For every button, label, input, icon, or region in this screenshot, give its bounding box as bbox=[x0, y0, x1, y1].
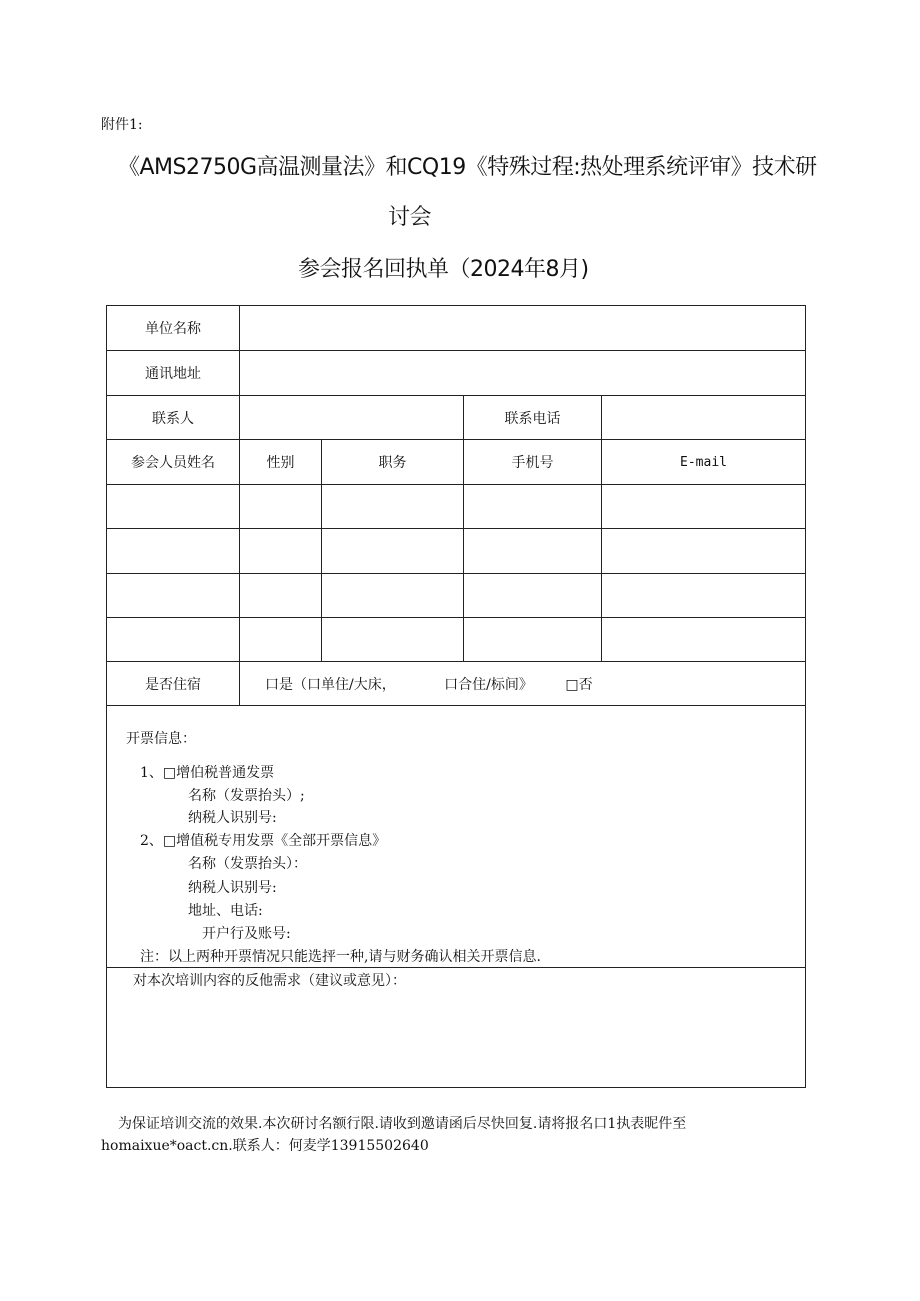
attendee-email-cell[interactable] bbox=[602, 485, 806, 529]
registration-form-table bbox=[106, 305, 806, 1088]
attendee-header-row bbox=[107, 440, 806, 485]
attendee-gender-cell[interactable] bbox=[240, 485, 322, 529]
attendee-name-cell[interactable] bbox=[107, 574, 240, 618]
attendee-mobile-cell[interactable] bbox=[464, 485, 602, 529]
contact-phone-field[interactable] bbox=[602, 396, 806, 440]
attendee-position-header: 职务 bbox=[322, 440, 464, 485]
attendee-position-cell[interactable] bbox=[322, 618, 464, 662]
document-subtitle: 参会报名回执单（2024年8月) bbox=[298, 257, 589, 282]
lodging-no-option[interactable]: □否 bbox=[565, 676, 593, 693]
lodging-options bbox=[240, 662, 806, 706]
attendee-email-cell[interactable] bbox=[602, 574, 806, 618]
invoice-special-bank-account: 开户行及账号: bbox=[202, 926, 291, 942]
footer-note-line-2: homaixue*oact.cn.联系人：何麦学13915502640 bbox=[101, 1138, 429, 1154]
invoice-option-special[interactable]: 2、□增值税专用发票《全部开票信息》 bbox=[140, 833, 387, 849]
attendee-gender-header: 性别 bbox=[240, 440, 322, 485]
document-title-line-1: 《AMS2750G高温测量法》和CQ19《特殊过程:热处理系统评审》技术研 bbox=[118, 155, 817, 180]
attendee-name-cell[interactable] bbox=[107, 529, 240, 574]
attendee-gender-cell[interactable] bbox=[240, 529, 322, 574]
invoice-general-name: 名称（发票抬头）; bbox=[188, 788, 305, 804]
attendee-email-header: E-mail bbox=[602, 440, 806, 485]
invoice-row bbox=[107, 706, 806, 968]
lodging-row bbox=[107, 662, 806, 706]
invoice-special-name: 名称（发票抬头）： bbox=[188, 856, 307, 872]
feedback-label: 对本次培训内容的反他需求（建议或意见）： bbox=[133, 973, 406, 989]
attendee-gender-cell[interactable] bbox=[240, 618, 322, 662]
attendee-row bbox=[107, 529, 806, 574]
attendee-email-cell[interactable] bbox=[602, 618, 806, 662]
attendee-row bbox=[107, 574, 806, 618]
contact-phone-label: 联系电话 bbox=[464, 396, 602, 440]
footer-note-line-1: 为保证培训交流的效果.本次研讨名额行限.请收到邀请函后尽快回复.请将报名口1执表昵件至 bbox=[118, 1116, 687, 1132]
address-label: 通讯地址 bbox=[107, 351, 240, 396]
org-name-field[interactable] bbox=[240, 306, 806, 351]
address-row bbox=[107, 351, 806, 396]
invoice-section bbox=[107, 706, 806, 968]
feedback-row bbox=[107, 968, 806, 1088]
invoice-option-general[interactable]: 1、□增伯税普通发票 bbox=[140, 765, 275, 781]
attendee-name-header: 参会人员姓名 bbox=[107, 440, 240, 485]
feedback-section[interactable] bbox=[107, 968, 806, 1088]
contact-row bbox=[107, 396, 806, 440]
attendee-row bbox=[107, 485, 806, 529]
attendee-mobile-cell[interactable] bbox=[464, 618, 602, 662]
invoice-special-address-phone: 地址、电话: bbox=[188, 903, 263, 919]
lodging-shared-option[interactable]: 口合住/标间》 bbox=[444, 676, 533, 693]
invoice-heading: 开票信息： bbox=[126, 731, 196, 747]
invoice-special-tax-id: 纳税人识别号: bbox=[188, 880, 277, 896]
attendee-gender-cell[interactable] bbox=[240, 574, 322, 618]
attendee-position-cell[interactable] bbox=[322, 485, 464, 529]
attendee-email-cell[interactable] bbox=[602, 529, 806, 574]
attendee-position-cell[interactable] bbox=[322, 574, 464, 618]
org-name-row bbox=[107, 306, 806, 351]
invoice-general-tax-id: 纳税人识别号: bbox=[188, 810, 277, 826]
attendee-row bbox=[107, 618, 806, 662]
attendee-name-cell[interactable] bbox=[107, 485, 240, 529]
attendee-name-cell[interactable] bbox=[107, 618, 240, 662]
contact-field[interactable] bbox=[240, 396, 464, 440]
document-title-line-2: 讨会 bbox=[388, 205, 432, 230]
invoice-note: 注：以上两种开票情况只能选抨一种,请与财务确认相关开票信息. bbox=[140, 949, 541, 965]
attachment-label: 附件1: bbox=[101, 117, 143, 133]
attendee-mobile-cell[interactable] bbox=[464, 529, 602, 574]
address-field[interactable] bbox=[240, 351, 806, 396]
contact-label: 联系人 bbox=[107, 396, 240, 440]
attendee-mobile-header: 手机号 bbox=[464, 440, 602, 485]
attendee-mobile-cell[interactable] bbox=[464, 574, 602, 618]
attendee-position-cell[interactable] bbox=[322, 529, 464, 574]
lodging-yes-option[interactable]: 口是（口单住/大床， bbox=[265, 676, 396, 693]
org-name-label: 单位名称 bbox=[107, 306, 240, 351]
lodging-label: 是否住宿 bbox=[107, 662, 240, 706]
